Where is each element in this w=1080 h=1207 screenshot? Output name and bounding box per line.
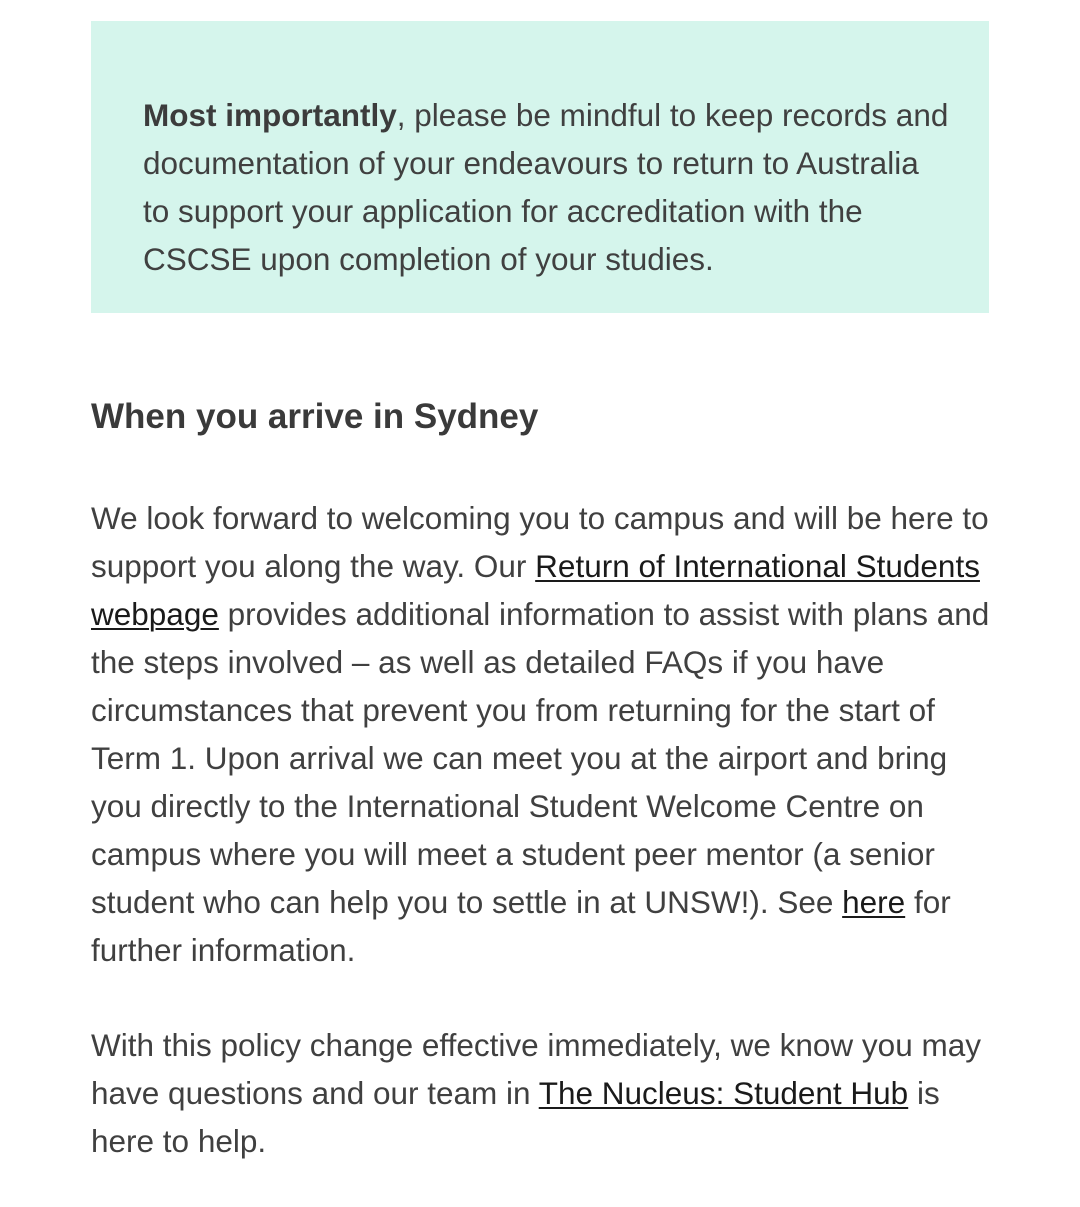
- arrival-text-b: provides additional information to assist with plans and the steps involved – as well as detailed FAQs if you have circumstances that prevent you from returning for the start of Term 1. Upon arrival we can meet you at the airport and bring you directly to the International Student Welcome Centre on campus where you will meet a student peer mentor (a senior student who can help you to settle in at UNSW!). See: [91, 596, 990, 920]
- section-heading: When you arrive in Sydney: [91, 397, 539, 436]
- arrival-text-c: for further information.: [91, 884, 951, 968]
- callout-text: [143, 91, 949, 283]
- arrival-text-a: We look forward to welcoming you to campus and will be here to support you along the way. Our: [91, 500, 989, 584]
- policy-text-b: is here to help.: [91, 1075, 940, 1159]
- important-callout-box: [91, 21, 989, 313]
- callout-bold-lead: Most importantly: [143, 97, 397, 133]
- here-link[interactable]: here: [842, 884, 906, 920]
- nucleus-student-hub-link[interactable]: The Nucleus: Student Hub: [538, 1075, 909, 1111]
- arrival-paragraph: [91, 494, 1001, 974]
- callout-body: , please be mindful to keep records and documentation of your endeavours to return to Australia to support your application for accreditation with the CSCSE upon completion of your studies.: [143, 97, 949, 277]
- return-of-international-students-link[interactable]: Return of International Students webpage: [91, 548, 980, 632]
- policy-text-a: With this policy change effective immediately, we know you may have questions and our team in: [91, 1027, 981, 1111]
- policy-paragraph: [91, 1021, 1001, 1165]
